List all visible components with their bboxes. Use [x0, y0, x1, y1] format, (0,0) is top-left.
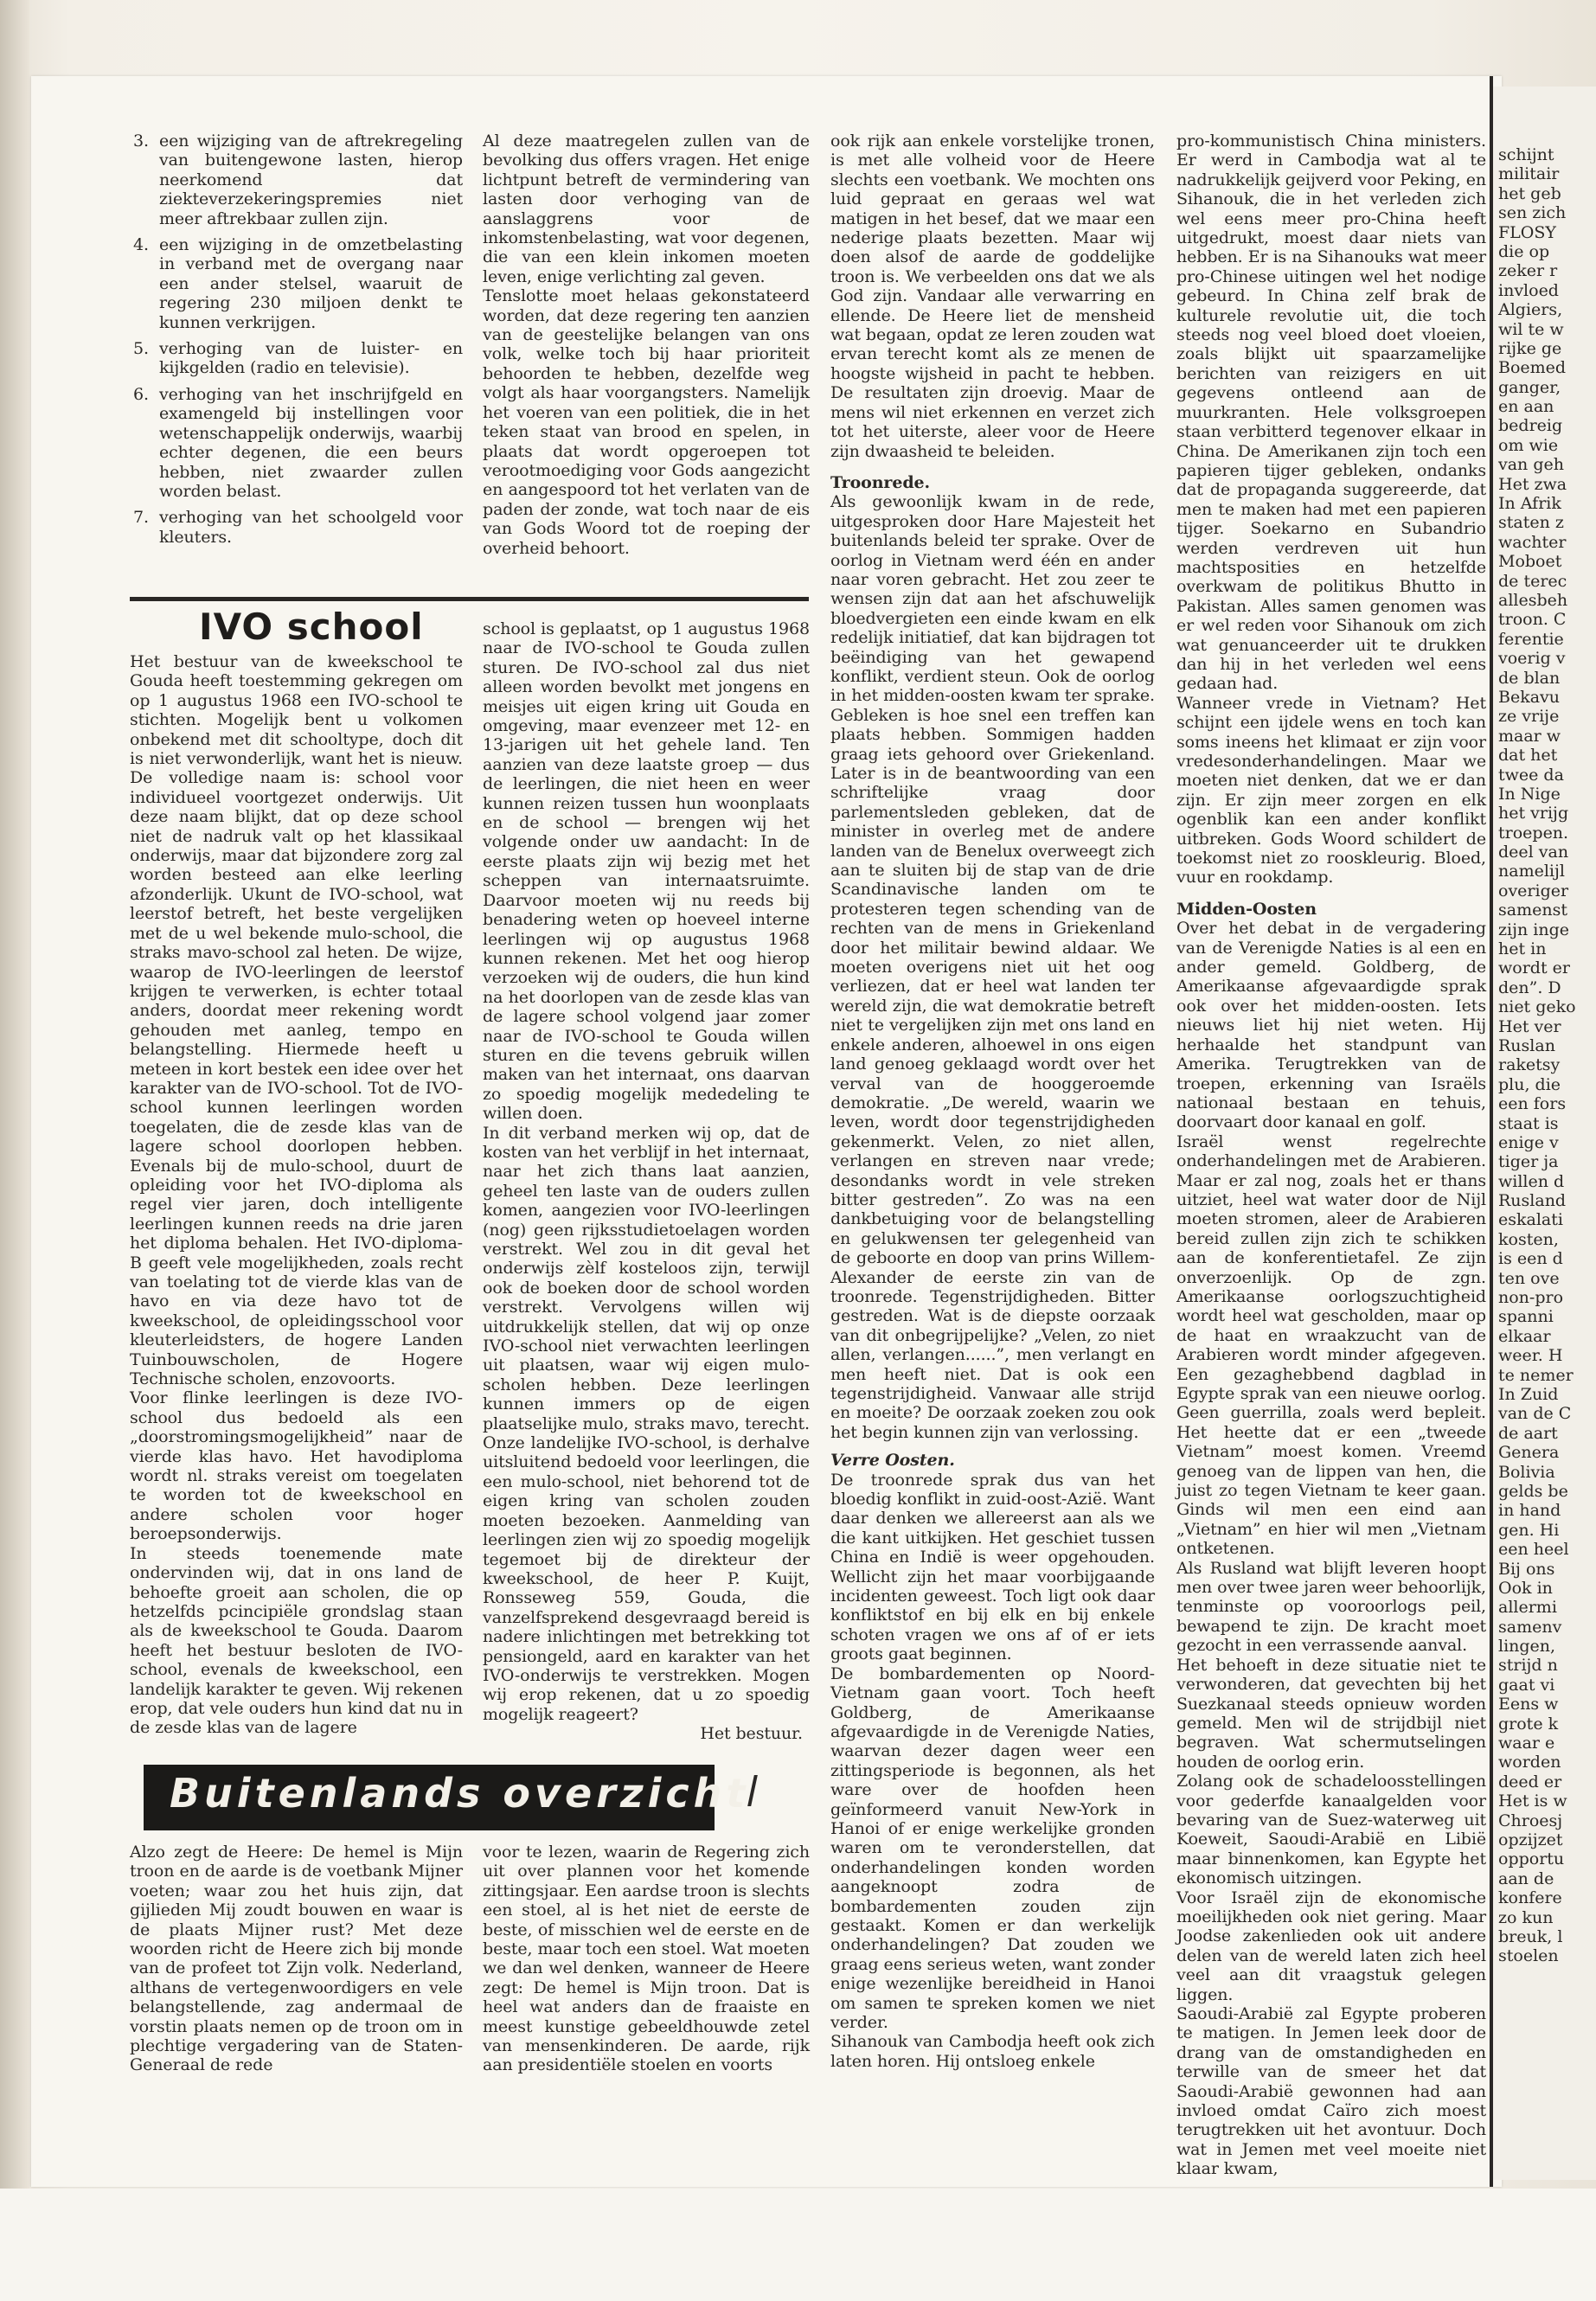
paragraph: voor te lezen, waarin de Regering zich uit over plannen voor het komende zittingsjaar. Een aardse troon is slechts een stoel, al is het niet de eerste de beste, of misschien wel de eerste en de beste, maar toch een stoel. Wat moeten we dan wel denken, wanneer de Heere zegt: De hemel is Mijn troon. Dat is heel wat anders dan de fraaiste en meest kunstige gebeeldhouwde zetel van mensenkinderen. De aarde, rijk aan presidentiële stoelen en voorts — [483, 1843, 810, 2075]
fragment-line: plu, die — [1498, 1074, 1561, 1094]
subheading: Verre Oosten. — [830, 1451, 955, 1471]
fragment-line: aan de — [1498, 1868, 1554, 1888]
paragraph: Het behoeft in deze situatie niet te verwonderen, dat gevechten bij het Suezkanaal steeds opnieuw worden gemeld. Men wil de strijdbijl niet begraven. Wat schermutselingen houden de oorlog erin. — [1176, 1655, 1486, 1772]
buitenlands-col2 — [483, 1843, 810, 2075]
paragraph: Over het debat in de vergadering van de Verenigde Naties is al een en ander gemeld. Goldberg, de Amerikaanse afgevaardigde sprak ook over het midden-oosten. Iets nieuws liet hij niet weten. Hij herhaalde het standpunt van Amerika. Terugtrekken van de troepen, erkenning van Israëls nationaal bestaan en tehuis, doorvaart door kanaal en golf. — [1176, 919, 1486, 1132]
fragment-line: Boemed — [1498, 358, 1567, 378]
fragment-line: opzijzet — [1498, 1830, 1563, 1849]
fragment-line: sen zich — [1498, 203, 1567, 223]
list-item — [130, 385, 463, 501]
paragraph: school is geplaatst, op 1 augustus 1968 naar de IVO-school te Gouda zullen sturen. De IVO-school zal dus niet alleen worden bevolkt met jongens en meisjes uit eigen kring uit Gouda en omgeving, maar evenzeer met 12- en 13-jarigen uit het gehele land. Ten aanzien van deze laatste groep — dus de leerlingen, die niet heen en weer kunnen reizen tussen hun woonplaats en de school — brengen wij het volgende onder uw aandacht: In de eerste plaats zijn wij bezig met het scheppen van internaatsruimte. Daarvoor moeten wij nu reeds bij benadering weten op hoeveel interne leerlingen wij op augustus 1968 kunnen rekenen. Met het oog hierop verzoeken wij de ouders, die hun kind na het doorlopen van de zesde klas van de lagere school volgend jaar zomer naar de IVO-school te Gouda willen sturen en die tevens gebruik willen maken van het internaat, ons daarvan zo spoedig mogelijk mededeling te willen doen. — [483, 619, 810, 1124]
fragment-line: troepen. — [1498, 823, 1569, 843]
paragraph: Zolang ook de schadeloosstellingen voor gederfde kanaalgelden voor bevaring van de Suez-waterweg uit Koeweit, Saoudi-Arabië en Libië maar binnenkomen, kan Egypte het ekonomisch uitzingen. — [1176, 1772, 1486, 1888]
fragment-line: overiger — [1498, 881, 1569, 901]
ivo-headline: IVO school — [199, 606, 424, 648]
fragment-line: van geh — [1498, 455, 1564, 475]
fragment-line: samenv — [1498, 1617, 1562, 1637]
fragment-line: Bolivia — [1498, 1462, 1555, 1482]
paragraph: Als gewoonlijk kwam in de rede, uitgesproken door Hare Majesteit het buitenlands beleid ter sprake. Over de oorlog in Vietnam werd één en ander naar voren gebracht. Het zou zeer te wensen zijn dat aan het afschuwelijk bloedvergieten een einde kwam en elk redelijk initiatief, dat kan bijdragen tot beëindiging van het gewapend konflikt, verdient steun. Ook de oorlog in het midden-oosten kwam ter sprake. Gebleken is hoe snel een treffen kan plaats hebben. Sommigen hadden graag iets gehoord over Griekenland. Later is in de beantwoording van een schriftelijke vraag door parlementsleden gebleken, dat de minister in overleg met de andere landen van de Benelux overweegt zich aan te sluiten bij de stap van de drie Scandinavische landen om te protesteren tegen schending van de rechten van de mens in Griekenland door het militair bewind aldaar. We moeten overigens niet uit het oog verliezen, dat er heel wat landen ter wereld zijn, die wat demokratie betreft niet te vergelijken zijn met ons land en enkele anderen, alhoewel in ons eigen land genoeg geklaagd wordt over het verval van de hooggeroemde demokratie. „De wereld, waarin we leven, wordt door tegenstrijdigheden gekenmerkt. Velen, zo niet allen, verlangen en streven naar vrede; desondanks wordt in vele streken bitter gestreden”. Zo was na een dankbetuiging voor de belangstelling en gelukwensen ter gelegenheid van de geboorte en doop van prins Willem-Alexander de eerste zin van de troonrede. Tegenstrijdigheden. Bitter gestreden. Wat is de diepste oorzaak van dit onbegrijpelijke? „Velen, zo niet allen, verlangen......”, men verlangt en men heeft niet. Dat is ook een tegenstrijdigheid. Vanwaar alle strijd en moeite? De oorzaak zoeken zou ook het begin kunnen zijn van verlossing. — [830, 492, 1155, 1442]
ivo-article-col1 — [130, 652, 463, 1738]
fragment-line: van de C — [1498, 1404, 1572, 1424]
fragment-line: namelijl — [1498, 862, 1565, 881]
fragment-line: om wie — [1498, 435, 1559, 455]
fragment-line: den”. D — [1498, 977, 1561, 997]
list-number: 4. — [133, 235, 149, 255]
paragraph: Al deze maatregelen zullen van de bevolking dus offers vragen. Het enige lichtpunt betreft de vermindering van lasten door verhoging van de aanslaggrens voor de inkomstenbelasting, wat voor degenen, die van een klein inkomen moeten leven, enige verlichting zal geven. — [483, 131, 810, 286]
fragment-line: maar w — [1498, 726, 1561, 746]
fragment-line: grote k — [1498, 1714, 1559, 1734]
fragment-line: In Nige — [1498, 784, 1561, 804]
fragment-line: invloed — [1498, 280, 1559, 300]
fragment-line: twee da — [1498, 765, 1564, 785]
paragraph: Alzo zegt de Heere: De hemel is Mijn troon en de aarde is de voetbank Mijner voeten; waar zou het huis zijn, dat gijlieden Mij zoudt bouwen en waar is de plaats Mijner rust? Met deze woorden richt de Heere zich bij monde van de profeet tot Zijn volk. Nederland, althans de vertegenwoordigers en vele belangstellende, zag andermaal de vorstin plaats nemen op de troon om in plechtige vergadering van de Staten-Generaal de rede — [130, 1843, 463, 2075]
list-text: verhoging van het inschrijfgeld en examengeld bij instellingen voor wetenschappelijk onderwijs, waarbij echter degenen, die een beurs hebben, niet zwaarder zullen worden belast. — [159, 384, 463, 501]
fragment-line: staat is — [1498, 1113, 1559, 1133]
fragment-line: FLOSY — [1498, 222, 1556, 242]
fragment-line: troon. C — [1498, 610, 1567, 630]
fragment-line: gelds be — [1498, 1481, 1568, 1501]
fragment-line: het geb — [1498, 183, 1561, 203]
list-number: 7. — [133, 508, 149, 528]
fragment-line: schijnt — [1498, 145, 1554, 164]
fragment-line: In Afrik — [1498, 494, 1561, 514]
fragment-line: militair — [1498, 164, 1560, 184]
fragment-line: de aart — [1498, 1423, 1558, 1443]
fragment-line: enige v — [1498, 1132, 1559, 1152]
fragment-line: een heel — [1498, 1540, 1569, 1560]
paragraph: Voor flinke leerlingen is deze IVO-school dus bedoeld als een „doorstromingsmogelijkheid” naar de vierde klas havo. Het havodiploma wordt nl. straks vereist om toegelaten te worden tot de kweekschool en andere scholen voor hoger beroepsonderwijs. — [130, 1388, 463, 1544]
paragraph: Sihanouk van Cambodja heeft ook zich laten horen. Hij ontsloeg enkele — [830, 2032, 1155, 2071]
fragment-line: te nemer — [1498, 1365, 1574, 1385]
fragment-line: samenst — [1498, 901, 1567, 920]
paragraph: Saoudi-Arabië zal Egypte proberen te matigen. In Jemen leek door de drang van de omstandigheden en terwille van de smeer het dat Saoudi-Arabië gewonnen had aan invloed omdat Caïro zich moest terugtrekken uit het avontuur. Doch wat in Jemen met veel moeite niet klaar kwam, — [1176, 2004, 1486, 2179]
list-item — [130, 235, 463, 332]
fragment-line: Chroesj — [1498, 1811, 1563, 1830]
fragment-line: is een d — [1498, 1249, 1563, 1269]
fragment-line: staten z — [1498, 513, 1564, 533]
paragraph: pro-kommunistisch China ministers. Er werd in Cambodja wat al te nadrukkelijk geijverd voor Peking, en Sihanouk, die in het verleden zich wel eens meer pro-China heeft uitgedrukt, moest daar niets van hebben. Er is na Sihanouks wat meer pro-Chinese uitingen wel het nodige gebeurd. In China zelf brak de kulturele revolutie uit, die toch steeds nog veel bloed doet vloeien, zoals blijkt uit spaarzamelijke berichten van reizigers en uit gegevens ontleend aan de muurkranten. Hele volksgroepen staan verbitterd tegenover elkaar in China. De Amerikanen zijn toch een papieren tijger gebleken, ondanks dat de propaganda suggereerde, dat men te maken had met een papieren tijger. Soekarno en Subandrio werden verdreven uit hun machtsposities en hetzelfde overkwam de politikus Bhutto in Pakistan. Alles samen genomen was er wel reden voor Sihanouk om zich wat genuanceerder uit te drukken dan hij in het verleden wel eens gedaan had. — [1176, 131, 1486, 694]
measures-conclusion — [483, 131, 810, 558]
fragment-line: eskalati — [1498, 1210, 1563, 1230]
fragment-line: ganger, — [1498, 377, 1561, 397]
fragment-line: Ook in — [1498, 1578, 1553, 1598]
fragment-line: allesbeh — [1498, 590, 1568, 610]
fragment-line: gaat vi — [1498, 1675, 1555, 1695]
fragment-line: non-pro — [1498, 1288, 1564, 1308]
fragment-line: ferentie — [1498, 629, 1564, 649]
fragment-line: de blan — [1498, 668, 1561, 688]
fragment-line: Algiers, — [1498, 300, 1563, 320]
buitenlands-headline: Buitenlands overzicht — [170, 1770, 750, 1817]
fragment-line: spanni — [1498, 1307, 1554, 1327]
subheading: Troonrede. — [830, 472, 931, 492]
fragment-line: Moboet — [1498, 552, 1562, 572]
buitenlands-col1 — [130, 1843, 463, 2075]
fragment-line: stoelen — [1498, 1946, 1559, 1966]
list-text: een wijziging van de aftrekregeling van buitengewone lasten, hierop neerkomend dat ziekteverzekeringspremies niet meer aftrekbaar zullen zijn. — [159, 131, 463, 228]
fragment-line: Ruslan — [1498, 1035, 1555, 1055]
signature: Het bestuur. — [700, 1724, 803, 1744]
paragraph: Voor Israël zijn de ekonomische moeilijkheden ook niet gering. Maar Joodse zakenlieden ook uit andere delen van de wereld laten zich heel veel aan dit vraagstuk gelegen liggen. — [1176, 1888, 1486, 2004]
fragment-line: zeker r — [1498, 261, 1558, 281]
list-item — [130, 131, 463, 228]
list-text: een wijziging in de omzetbelasting in verband met de overgang naar een ander stelsel, waaruit de regering 230 miljoen denkt te kunnen verkrijgen. — [159, 235, 463, 332]
fragment-line: kosten, — [1498, 1229, 1559, 1249]
fragment-line: breuk, l — [1498, 1926, 1563, 1946]
fragment-line: ze vrije — [1498, 707, 1560, 727]
paragraph: Als Rusland wat blijft leveren hoopt men over twee jaren weer behoorlijk, tenminste op vooroorlogs peil, bewapend te zijn. De kracht moet gezocht in een verrassende aanval. — [1176, 1558, 1486, 1656]
fragment-line: een fors — [1498, 1094, 1567, 1114]
fragment-line: wordt er — [1498, 958, 1570, 978]
fragment-line: bedreig — [1498, 416, 1563, 436]
column-4 — [1176, 131, 1486, 2179]
fragment-line: wachter — [1498, 532, 1567, 552]
fragment-line: het in — [1498, 939, 1547, 959]
fragment-line: zo kun — [1498, 1907, 1554, 1927]
fragment-line: de terec — [1498, 571, 1567, 591]
paragraph: Wanneer vrede in Vietnam? Het schijnt een ijdele wens en toch kan soms ineens het klimaat er zijn voor vredesonderhandelingen. Maar we moeten niet denken, dat we er dan zijn. Er zijn meer zorgen en elk ogenblik kan een ander konflikt uitbreken. Gods Woord schildert de toekomst niet zo rooskleurig. Bloed, vuur en rookdamp. — [1176, 693, 1486, 888]
fragment-line: ten ove — [1498, 1268, 1560, 1288]
list-text: verhoging van het schoolgeld voor kleuters. — [159, 508, 463, 547]
fragment-line: deel van — [1498, 843, 1569, 862]
paragraph: ook rijk aan enkele vorstelijke tronen, is met alle volheid voor de Heere slechts een voetbank. We mochten ons luid gepraat en geraas wel wat matigen in het besef, dat we maar een nederige plaats bezetten. Maar wij doen alsof de aarde de goddelijke troon is. We verbeelden ons dat we als God zijn. Vandaar alle verwarring en ellende. De Heere liet de mensheid wat begaan, opdat ze leren zouden wat ervan terecht komt als ze menen de hoogste wijsheid in pacht te hebben. De resultaten zijn droevig. Maar de mens wil niet erkennen en verzet zich tot het uiterste, aleer voor de Heere zijn dwaasheid te beleiden. — [830, 131, 1155, 461]
fragment-line: in hand — [1498, 1501, 1561, 1521]
fragment-line: en aan — [1498, 397, 1554, 417]
fragment-line: Bij ons — [1498, 1559, 1555, 1579]
list-item — [130, 508, 463, 547]
paragraph: Tenslotte moet helaas gekonstateerd worden, dat deze regering ten aanzien van de geestelijke belangen van ons volk, welke toch bij haar prioriteit behoorden te hebben, dezelfde weg volgt als haar voorgangsters. Namelijk het voeren van een politiek, die in het teken staat van brood en spelen, in plaats dat wordt opgeroepen tot verootmoediging voor Gods aangezicht en aangespoord tot het verlaten van de paden der zonde, wat toch naar de eis van Gods Woord tot de roeping der overheid behoort. — [483, 286, 810, 558]
fragment-line: die op — [1498, 241, 1550, 261]
fragment-line: opportu — [1498, 1849, 1565, 1869]
fragment-line: In Zuid — [1498, 1385, 1559, 1404]
fragment-line: voerig v — [1498, 649, 1566, 669]
column-3 — [830, 131, 1155, 2071]
fragment-line: deed er — [1498, 1772, 1562, 1791]
paragraph: Het bestuur van de kweekschool te Gouda heeft toestemming gekregen om op 1 augustus 1968 een IVO-school te stichten. Mogelijk bent u volkomen onbekend met dit schooltype, doch dit is niet verwonderlijk, want het is nieuw. De volledige naam is: school voor individueel voortgezet onderwijs. Uit deze naam blijkt, dat op deze school niet de nadruk valt op het klassikaal onderwijs, maar dat bijzondere zorg zal worden besteed aan elke leerling afzonderlijk. Ukunt de IVO-school, wat leerstof betreft, het beste vergelijken met de u wel bekende mulo-school, die straks mavo-school zal heten. De wijze, waarop de IVO-leerlingen de leerstof krijgen te verwerken, is echter totaal anders, doordat meer rekening wordt gehouden met aanleg, tempo en belangstelling. Hiermede heeft u meteen in kort bestek een idee over het karakter van de IVO-school. Tot de IVO-school kunnen leerlingen worden toegelaten, die de zesde klas van de lagere school doorlopen hebben. Evenals bij de mulo-school, duurt de opleiding voor het IVO-diploma als regel vier jaren, doch intelligente leerlingen kunnen reeds na drie jaren het diploma behalen. Het IVO-diploma-B geeft vele mogelijkheden, zoals recht van toelating tot de vierde klas van de havo en via deze havo tot de kweekschool, de opleidingsschool voor kleuterleidsters, de hogere Landen Tuinbouwscholen, de Hogere Technische scholen, enzovoorts. — [130, 652, 463, 1389]
fragment-line: Bekavu — [1498, 687, 1561, 707]
paragraph: De bombardementen op Noord-Vietnam gaan voort. Toch heeft Goldberg, de Amerikaanse afgevaardigde in de Verenigde Naties, waarvan dezer dagen weer een zittingsperiode is begonnen, als het ware over de hoofden heen geïnformeerd vanuit New-York in Hanoi of er enige werkelijke gronden waren om te veronderstellen, dat onderhandelingen konden worden aangeknoopt zodra de bombardementen zouden zijn gestaakt. Komen er dan werkelijk onderhandelingen? Dat zouden we graag eens serieus weten, want zonder enige wezenlijke bereidheid in Hanoi om samen te spreken komen we niet verder. — [830, 1663, 1155, 2032]
list-number: 3. — [133, 131, 149, 151]
fragment-line: allermi — [1498, 1598, 1557, 1618]
fragment-line: lingen, — [1498, 1637, 1556, 1657]
fragment-line: willen d — [1498, 1171, 1565, 1191]
fragment-line: waar e — [1498, 1734, 1555, 1753]
fragment-line: het vrijg — [1498, 804, 1569, 824]
list-number: 5. — [133, 339, 149, 359]
fragment-line: strijd n — [1498, 1656, 1558, 1676]
paragraph: Israël wenst regelrechte onderhandelingen met de Arabieren. Maar er zal nog, zoals het er thans uitziet, heel wat water door de Nijl moeten stromen, aleer de Arabieren bereid zullen zijn zich te schikken aan de konferentietafel. Ze zijn onverzoenlijk. Op de zgn. Amerikaanse oorlogszuchtigheid wordt heel wat gescholden, maar op de haat en wraakzucht van de Arabieren wordt minder afgegeven. Een gezaghebbend dagblad in Egypte sprak van een nieuwe oorlog. Geen guerrilla, zoals werd bepleit. Het heette dat er een „tweede Vietnam” moest komen. Vreemd genoeg van de lippen van hen, die juist zo tegen Vietnam te keer gaan. Ginds wil men een eind aan „Vietnam” en hier wil men „Vietnam ontketenen. — [1176, 1131, 1486, 1559]
fragment-line: konfere — [1498, 1888, 1562, 1908]
fragment-line: dat het — [1498, 746, 1558, 766]
fragment-line: Rusland — [1498, 1191, 1567, 1211]
fragment-line: rijke ge — [1498, 338, 1562, 358]
next-page-edge — [1493, 87, 1596, 2180]
fragment-line: Het is w — [1498, 1791, 1567, 1811]
fragment-line: zijn inge — [1498, 920, 1569, 939]
fragment-line: Genera — [1498, 1443, 1560, 1463]
paragraph: In steeds toenemende mate ondervinden wij, dat in ons land de behoefte groeit aan scholen, die op hetzelfds pcincipiële grondslag staan als de kweekschool te Gouda. Daarom heeft het bestuur besloten de IVO-school, evenals de kweekschool, een landelijk karakter te geven. Wij rekenen erop, dat vele ouders hun kind dat nu in de zesde klas van de lagere — [130, 1543, 463, 1738]
subheading: Midden-Oosten — [1176, 899, 1317, 919]
section-divider — [130, 597, 809, 601]
bottom-margin — [0, 2189, 1596, 2301]
fragment-line: tiger ja — [1498, 1152, 1559, 1172]
list-text: verhoging van de luister- en kijkgelden (radio en televisie). — [159, 339, 463, 378]
fragment-line: wil te w — [1498, 319, 1564, 339]
paragraph: In dit verband merken wij op, dat de kosten van het verblijf in het internaat, naar het zich thans laat aanzien, geheel ten laste van de ouders zullen komen, aangezien voor IVO-leerlingen (nog) geen rijksstudietoelagen worden verstrekt. Wel zou in dit geval het onderwijs zèlf kosteloos zijn, terwijl ook de boeken door de school worden verstrekt. Vervolgens willen wij uitdrukkelijk stellen, dat wij op onze IVO-school niet verwachten leerlingen uit plaatsen, waar wij eigen mulo-scholen hebben. Deze leerlingen kunnen immers op de eigen plaatselijke mulo, straks mavo, terecht. Onze landelijke IVO-school, is derhalve uitsluitend bedoeld voor leerlingen, die een mulo-school, niet behorend tot de eigen kring van scholen zouden moeten bezoeken. Aanmelding van leerlingen zien wij zo spoedig mogelijk tegemoet bij de direkteur der kweekschool, de heer P. Kuijt, Ronsseweg 559, Gouda, die vanzelfsprekend desgevraagd bereid is nadere inlichtingen met betrekking tot pensiongeld, aard en karakter van het IVO-onderwijs te verstrekken. Mogen wij erop rekenen, dat u zo spoedig mogelijk reageert? — [483, 1123, 810, 1724]
list-number: 6. — [133, 384, 149, 404]
next-page-fragments — [1498, 145, 1576, 1966]
page-gutter — [0, 0, 29, 2301]
fragment-line: elkaar — [1498, 1326, 1551, 1346]
fragment-line: Het zwa — [1498, 474, 1567, 494]
fragment-line: gen. Hi — [1498, 1520, 1560, 1540]
fragment-line: Eens w — [1498, 1695, 1559, 1715]
fragment-line: Het ver — [1498, 1016, 1561, 1036]
fragment-line: raketsy — [1498, 1055, 1561, 1075]
list-item — [130, 339, 463, 378]
fragment-line: worden — [1498, 1753, 1561, 1772]
measures-list — [130, 131, 463, 554]
fragment-line: weer. H — [1498, 1346, 1563, 1366]
ivo-article-col2 — [483, 619, 810, 1744]
paragraph: De troonrede sprak dus van het bloedig konflikt in zuid-oost-Azië. Want daar denken we allereerst aan als we die kant uitkijken. Het geschiet tussen China en Indië is weer opgehouden. Wellicht zijn het maar voorbijgaande incidenten geweest. Toch ligt ook daar konfliktstof en bij elk en bij enkele schoten vragen we ons af of er iets groots gaat beginnen. — [830, 1470, 1155, 1664]
fragment-line: niet geko — [1498, 997, 1576, 1017]
